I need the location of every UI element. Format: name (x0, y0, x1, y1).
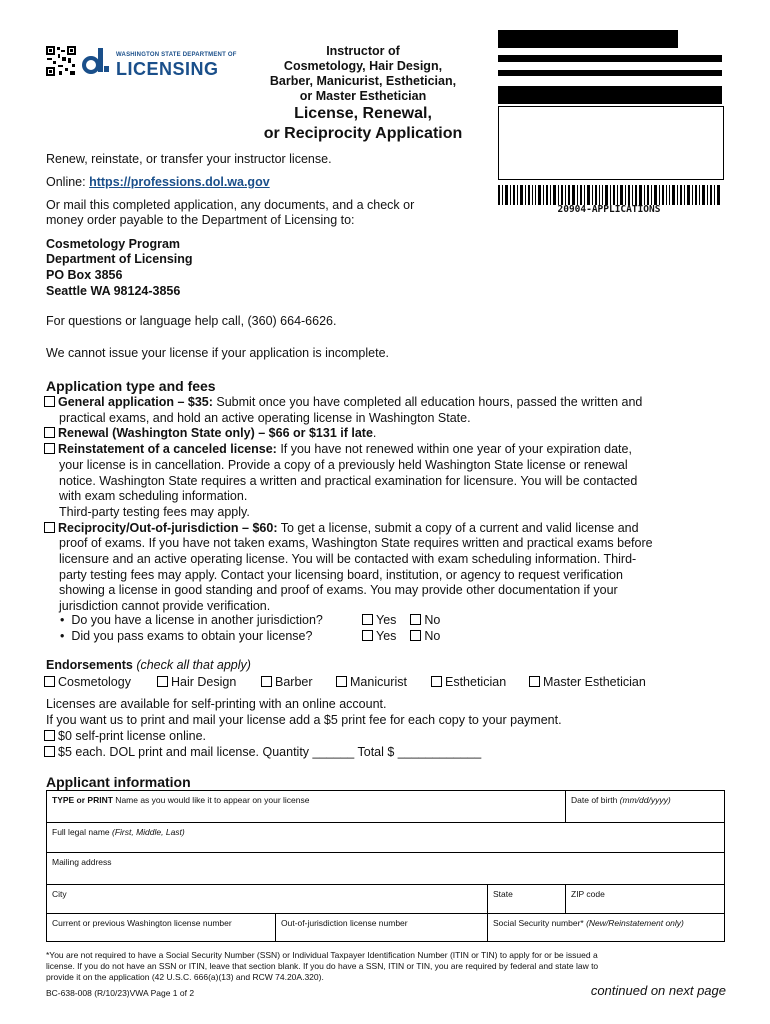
self-print-label: $0 self-print license online. (58, 729, 206, 743)
question-passed-exams (60, 629, 312, 645)
question-text: Do you have a license in another jurisdiction? (71, 613, 323, 627)
online-line (46, 174, 270, 190)
wa-license-field[interactable] (47, 914, 275, 941)
title-main: or Reciprocity Application (263, 125, 463, 142)
reinstate-title: Reinstatement of a canceled license: (58, 442, 277, 457)
endorsement-hair-design (157, 675, 236, 691)
table-row (47, 914, 724, 941)
table-row (47, 823, 724, 853)
q1-yes-checkbox[interactable] (362, 614, 373, 625)
mailing-address-field[interactable] (47, 853, 724, 884)
barcode-label: 20904-APPLICATIONS (557, 204, 661, 215)
table-row (47, 885, 724, 914)
field-label: Mailing address (52, 857, 112, 867)
reciprocity-title: Reciprocity/Out-of-jurisdiction – $60: (58, 520, 278, 535)
renewal-title: Renewal (Washington State only) – $66 or $131 if late (58, 426, 373, 441)
mail-text: money order payable to the Department of Licensing to: (46, 213, 355, 227)
title-line: Barber, Manicurist, Esthetician, (269, 74, 457, 88)
endorsements-hint: (check all that apply) (132, 658, 251, 672)
reinstate-text: If you have not renewed within one year of your expiration date, (276, 442, 632, 457)
reciprocity-option (44, 521, 734, 537)
online-label: Online: (46, 175, 90, 189)
hair-design-checkbox[interactable] (157, 676, 168, 687)
office-use-box (498, 106, 724, 180)
field-label: ZIP code (571, 889, 605, 899)
renewal-tail: . (372, 426, 377, 441)
continued-note: continued on next page (590, 983, 726, 998)
title-line: or Master Esthetician (299, 89, 427, 103)
incomplete-warning: We cannot issue your license if your application is incomplete. (46, 346, 389, 360)
bullet: • (60, 629, 72, 643)
state-field[interactable] (487, 885, 565, 913)
self-print-checkbox[interactable] (44, 730, 55, 741)
reinstate-text: Third-party testing fees may apply. (59, 504, 250, 519)
online-link[interactable]: https://professions.dol.wa.gov (89, 175, 270, 189)
bullet: • (60, 613, 72, 627)
mail-print-option (44, 745, 481, 761)
endorsement-label: Cosmetology (58, 675, 131, 689)
qr-code-icon (46, 46, 76, 76)
question-other-jurisdiction (60, 613, 323, 629)
field-format: (mm/dd/yyyy) (619, 795, 671, 805)
reinstate-option (44, 442, 734, 458)
field-format: (New/Reinstatement only) (586, 918, 684, 928)
field-label: Name as you would like it to appear on your license (112, 795, 310, 805)
mail-print-label: $5 each. DOL print and mail license. Quantity ______ Total $ ____________ (58, 745, 482, 759)
ooj-license-field[interactable] (275, 914, 487, 941)
endorsement-manicurist (336, 675, 407, 691)
endorsement-label: Esthetician (445, 675, 507, 689)
barcode-icon (498, 185, 720, 205)
field-label: Out-of-jurisdiction license number (281, 918, 408, 928)
fees-options (44, 395, 734, 615)
office-use-bar (498, 55, 722, 62)
general-text: Submit once you have completed all education hours, passed the written and (212, 395, 643, 409)
reciprocity-text: jurisdiction cannot provide verification. (59, 599, 271, 614)
endorsement-cosmetology (44, 675, 131, 691)
field-format: (First, Middle, Last) (112, 827, 185, 837)
reciprocity-text: showing a license in good standing and proof of exams. You may provide other documentation if your (59, 583, 618, 598)
general-checkbox[interactable] (44, 396, 55, 407)
endorsements-title: Endorsements (46, 658, 133, 672)
title-line: Instructor of (326, 44, 400, 58)
q1-answers (362, 613, 440, 629)
agency-name: LICENSING (116, 59, 219, 79)
question-text: Did you pass exams to obtain your license? (71, 629, 313, 643)
reinstate-text: with exam scheduling information. (59, 489, 248, 504)
field-label-bold: TYPE or PRINT (52, 795, 113, 805)
fees-heading: Application type and fees (46, 378, 216, 394)
field-label: City (52, 889, 67, 899)
reinstate-text: notice. Washington State requires a written and practical examination for licensure. You will be contacted (59, 473, 638, 488)
field-label: Social Security number* (493, 918, 587, 928)
reinstate-checkbox[interactable] (44, 443, 55, 454)
endorsement-barber (261, 675, 313, 691)
agency-logo (46, 44, 236, 84)
endorsement-master-esthetician (529, 675, 646, 691)
endorsements-heading (46, 657, 251, 673)
reciprocity-text: To get a license, submit a copy of a current and valid license and (277, 520, 639, 535)
footnote-line: license. If you do not have an SSN or ITIN, leave that section blank. If you do have a SSN, ITIN or TIN, you are required by federal and state law to (46, 961, 599, 971)
ssn-footnote (46, 950, 726, 983)
legal-name-field[interactable] (47, 823, 724, 852)
footnote-line: *You are not required to have a Social Security Number (SSN) or Individual Taxpayer Identification Number (ITIN or TIN) to apply for or be issued a (46, 950, 598, 960)
questions-text: For questions or language help call, (360) 664-6626. (46, 314, 337, 328)
self-print-option (44, 729, 206, 745)
no-label: No (424, 613, 441, 627)
yes-label: Yes (376, 629, 397, 643)
form-id: BC-638-008 (R/10/23)VWA Page 1 of 2 (46, 988, 195, 998)
dol-logo-icon (82, 48, 110, 76)
barber-checkbox[interactable] (261, 676, 272, 687)
field-label: State (493, 889, 513, 899)
renewal-option (44, 426, 734, 442)
endorsement-label: Master Esthetician (543, 675, 646, 689)
general-text: practical exams, and hold an active operating license in Washington State. (59, 410, 471, 425)
renewal-checkbox[interactable] (44, 427, 55, 438)
mail-text: Or mail this completed application, any documents, and a check or (46, 198, 415, 212)
endorsement-label: Manicurist (350, 675, 407, 689)
q1-no-checkbox[interactable] (410, 614, 421, 625)
footnote-line: provide it on the application (42 U.S.C. 666(a)(13) and RCW 74.20A.320). (46, 972, 324, 982)
agency-name-small: WASHINGTON STATE DEPARTMENT OF (116, 52, 237, 58)
title-main: License, Renewal, (294, 105, 432, 122)
no-label: No (424, 629, 441, 643)
mail-print-checkbox[interactable] (44, 746, 55, 757)
applicant-heading: Applicant information (46, 774, 191, 790)
endorsement-label: Hair Design (171, 675, 237, 689)
mailing-address: Cosmetology Program (46, 237, 181, 251)
q2-no-checkbox[interactable] (410, 630, 421, 641)
reciprocity-text: licensure and an active operating license. You will be contacted with exam scheduling information. Third- (59, 552, 637, 567)
table-row (47, 791, 724, 823)
zip-field[interactable] (565, 885, 724, 913)
field-label: Date of birth (571, 795, 620, 805)
applicant-table (46, 790, 725, 942)
dob-field[interactable] (565, 791, 724, 822)
intro-text: Renew, reinstate, or transfer your instructor license. (46, 152, 332, 166)
print-info: Licenses are available for self-printing with an online account. (46, 697, 387, 711)
reinstate-text: your license is in cancellation. Provide a copy of a previously held Washington State license or renewal (59, 457, 628, 472)
master-esthetician-checkbox[interactable] (529, 676, 540, 687)
name-field[interactable] (47, 791, 565, 822)
office-use-bar (498, 86, 722, 104)
manicurist-checkbox[interactable] (336, 676, 347, 687)
endorsement-label: Barber (275, 675, 313, 689)
ssn-field[interactable] (487, 914, 724, 941)
yes-label: Yes (376, 613, 397, 627)
reciprocity-text: proof of exams. If you have not taken exams, Washington State requires written and practical exams before (59, 536, 653, 551)
office-use-bar (498, 70, 722, 76)
title-line: Cosmetology, Hair Design, (283, 59, 443, 73)
cosmetology-checkbox[interactable] (44, 676, 55, 687)
reciprocity-checkbox[interactable] (44, 522, 55, 533)
office-use-bar (498, 30, 678, 48)
q2-yes-checkbox[interactable] (362, 630, 373, 641)
general-option (44, 395, 734, 411)
field-label: Full legal name (52, 827, 113, 837)
general-title: General application – $35: (58, 395, 213, 409)
endorsement-esthetician (431, 675, 506, 691)
field-label: Current or previous Washington license number (52, 918, 232, 928)
mailing-address: Seattle WA 98124-3856 (46, 284, 181, 298)
mailing-address: PO Box 3856 (46, 268, 123, 282)
form-title (238, 44, 488, 144)
city-field[interactable] (47, 885, 487, 913)
mailing-address: Department of Licensing (46, 252, 193, 266)
reciprocity-text: party testing fees may apply. Contact your licensing board, institution, or agency to request verification (59, 567, 623, 582)
print-info: If you want us to print and mail your license add a $5 print fee for each copy to your payment. (46, 713, 562, 727)
q2-answers (362, 629, 440, 645)
esthetician-checkbox[interactable] (431, 676, 442, 687)
table-row (47, 853, 724, 885)
